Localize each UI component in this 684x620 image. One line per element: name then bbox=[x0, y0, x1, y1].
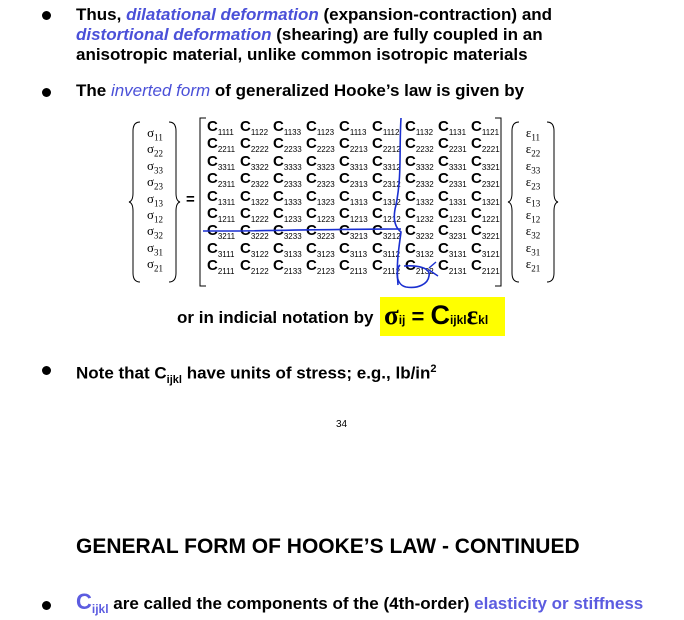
matrix-cell: $C_{1232}$ bbox=[405, 204, 434, 224]
matrix-cell: $C_{3321}$ bbox=[471, 152, 500, 172]
matrix-cell: $C_{2333}$ bbox=[273, 170, 302, 190]
matrix-cell: $C_{3213}$ bbox=[339, 222, 368, 242]
matrix-cell: $C_{1333}$ bbox=[273, 187, 302, 207]
strain-component: $\varepsilon_{12}$ bbox=[525, 206, 541, 225]
matrix-cell: $C_{3312}$ bbox=[372, 152, 401, 172]
matrix-cell: $C_{2232}$ bbox=[405, 135, 434, 155]
matrix-cell: $C_{3231}$ bbox=[438, 222, 467, 242]
matrix-cell: $C_{3331}$ bbox=[438, 152, 467, 172]
strain-component: $\varepsilon_{11}$ bbox=[525, 125, 541, 143]
matrix-cell: $C_{3313}$ bbox=[339, 152, 368, 172]
matrix-cell: $C_{2233}$ bbox=[273, 135, 302, 155]
matrix-cell: $C_{1231}$ bbox=[438, 204, 467, 224]
matrix-cell: $C_{2322}$ bbox=[240, 170, 269, 190]
stress-component: $\sigma_{21}$ bbox=[146, 256, 163, 274]
matrix-cell: $C_{2122}$ bbox=[240, 257, 269, 277]
matrix-cell: $C_{2231}$ bbox=[438, 135, 467, 155]
matrix-cell: $C_{2321}$ bbox=[471, 170, 500, 190]
stress-component: $\sigma_{12}$ bbox=[146, 206, 163, 225]
indicial-equation: σij = Cijklεkl bbox=[384, 300, 489, 330]
strain-component: $\varepsilon_{33}$ bbox=[525, 157, 541, 176]
matrix-cell: $C_{1223}$ bbox=[306, 204, 335, 224]
matrix-cell: $C_{1321}$ bbox=[471, 187, 500, 207]
matrix-cell: $C_{3133}$ bbox=[273, 239, 302, 259]
bullet-dot bbox=[42, 366, 51, 375]
equals-sign: = bbox=[186, 191, 195, 208]
matrix-cell: $C_{3221}$ bbox=[471, 222, 500, 242]
matrix-cell: $C_{2133}$ bbox=[273, 257, 302, 277]
strain-component: $\varepsilon_{23}$ bbox=[525, 174, 541, 192]
strain-component: $\varepsilon_{21}$ bbox=[525, 256, 541, 274]
matrix-cell: $C_{2331}$ bbox=[438, 170, 467, 190]
bullet1-line1: Thus, dilatational deformation (expansion-contraction) and bbox=[76, 5, 553, 24]
matrix-cell: $C_{3122}$ bbox=[240, 239, 269, 259]
matrix-cell: $C_{2113}$ bbox=[339, 257, 368, 277]
matrix-cell: $C_{3233}$ bbox=[273, 222, 302, 242]
stress-component: $\sigma_{31}$ bbox=[146, 239, 163, 258]
matrix-cell: $C_{3121}$ bbox=[471, 239, 500, 259]
matrix-cell: $C_{2323}$ bbox=[306, 170, 335, 190]
matrix-cell: $C_{3322}$ bbox=[240, 152, 269, 172]
strain-component: $\varepsilon_{22}$ bbox=[525, 141, 541, 159]
matrix-cell: $C_{1111}$ bbox=[207, 118, 234, 137]
matrix-cell: $C_{1311}$ bbox=[207, 187, 236, 207]
matrix-cell: $C_{3222}$ bbox=[240, 222, 269, 242]
matrix-cell: $C_{2223}$ bbox=[306, 135, 335, 155]
matrix-cell: $C_{1131}$ bbox=[438, 118, 467, 137]
matrix-cell: $C_{3113}$ bbox=[339, 239, 368, 259]
term-inverted-form: inverted form bbox=[110, 81, 211, 100]
matrix-cell: $C_{2221}$ bbox=[471, 135, 500, 155]
matrix-cell: $C_{3332}$ bbox=[405, 152, 434, 172]
strain-component: $\varepsilon_{32}$ bbox=[525, 223, 541, 241]
matrix-cell: $C_{1312}$ bbox=[372, 187, 401, 207]
page-number: 34 bbox=[336, 419, 348, 430]
matrix-cell: $C_{2311}$ bbox=[207, 170, 236, 190]
matrix-cell: $C_{1233}$ bbox=[273, 204, 302, 224]
matrix-cell: $C_{1211}$ bbox=[207, 204, 236, 224]
stress-component: $\sigma_{32}$ bbox=[146, 223, 163, 241]
matrix-cell: $C_{2213}$ bbox=[339, 135, 368, 155]
strain-component: $\varepsilon_{31}$ bbox=[525, 239, 541, 258]
matrix-cell: $C_{2132}$ bbox=[405, 257, 434, 277]
matrix-cell: $C_{3223}$ bbox=[306, 222, 335, 242]
matrix-cell: $C_{2121}$ bbox=[471, 257, 500, 277]
matrix-cell: $C_{3212}$ bbox=[372, 222, 401, 242]
indicial-label: or in indicial notation by bbox=[177, 308, 374, 327]
matrix-cell: $C_{3211}$ bbox=[207, 222, 236, 242]
matrix-cell: $C_{1222}$ bbox=[240, 204, 269, 224]
bullet2-text: The inverted form of generalized Hooke’s law is given by bbox=[76, 81, 525, 100]
bullet1-line3: anisotropic material, unlike common isotropic materials bbox=[76, 45, 528, 64]
matrix-cell: $C_{1322}$ bbox=[240, 187, 269, 207]
stress-component: $\sigma_{22}$ bbox=[146, 141, 163, 159]
matrix-cell: $C_{2212}$ bbox=[372, 135, 401, 155]
bullet3-text: Note that $C_{ijkl}$ have units of stress; e.g., $lb/in^2$ bbox=[76, 363, 437, 387]
matrix-cell: $C_{1112}$ bbox=[372, 118, 400, 137]
stress-component: $\sigma_{23}$ bbox=[146, 174, 163, 192]
bullet-dot bbox=[42, 601, 51, 610]
matrix-cell: $C_{1212}$ bbox=[372, 204, 401, 224]
bullet1-line2: distortional deformation (shearing) are fully coupled in an bbox=[76, 25, 543, 44]
matrix-cell: $C_{1332}$ bbox=[405, 187, 434, 207]
matrix-cell: $C_{1121}$ bbox=[471, 118, 500, 137]
matrix-cell: $C_{1123}$ bbox=[306, 118, 335, 137]
term-distortional: distortional deformation bbox=[76, 25, 272, 44]
matrix-cell: $C_{3123}$ bbox=[306, 239, 335, 259]
matrix-cell: $C_{3131}$ bbox=[438, 239, 467, 259]
matrix-cell: $C_{1323}$ bbox=[306, 187, 335, 207]
matrix-cell: $C_{3111}$ bbox=[207, 239, 235, 259]
stress-component: $\sigma_{33}$ bbox=[146, 157, 163, 176]
matrix-cell: $C_{1221}$ bbox=[471, 204, 500, 224]
matrix-cell: $C_{3132}$ bbox=[405, 239, 434, 259]
matrix-cell: $C_{1313}$ bbox=[339, 187, 368, 207]
matrix-cell: $C_{3323}$ bbox=[306, 152, 335, 172]
matrix-cell: $C_{1122}$ bbox=[240, 118, 269, 137]
matrix-cell: $C_{3333}$ bbox=[273, 152, 302, 172]
bullet4-text: $C_{ijkl}$ are called the components of the (4th-order) elasticity or stiffness bbox=[76, 589, 644, 617]
matrix-cell: $C_{2111}$ bbox=[207, 257, 235, 277]
matrix-cell: $C_{1113}$ bbox=[339, 118, 367, 137]
matrix-cell: $C_{3311}$ bbox=[207, 152, 236, 172]
matrix-cell: $C_{3232}$ bbox=[405, 222, 434, 242]
matrix-cell: $C_{2332}$ bbox=[405, 170, 434, 190]
matrix-cell: $C_{2211}$ bbox=[207, 135, 236, 155]
slide-heading: GENERAL FORM OF HOOKE’S LAW - CONTINUED bbox=[76, 535, 580, 558]
matrix-cell: $C_{2123}$ bbox=[306, 257, 335, 277]
matrix-cell: $C_{2222}$ bbox=[240, 135, 269, 155]
matrix-cell: $C_{2313}$ bbox=[339, 170, 368, 190]
stress-component: $\sigma_{13}$ bbox=[146, 190, 163, 209]
matrix-cell: $C_{1213}$ bbox=[339, 204, 368, 224]
matrix-cell: $C_{3112}$ bbox=[372, 239, 401, 259]
strain-component: $\varepsilon_{13}$ bbox=[525, 190, 541, 209]
matrix-cell: $C_{1331}$ bbox=[438, 187, 467, 207]
matrix-cell: $C_{2312}$ bbox=[372, 170, 401, 190]
matrix-cell: $C_{2131}$ bbox=[438, 257, 467, 277]
term-dilatational: dilatational deformation bbox=[126, 5, 319, 24]
matrix-cell: $C_{1132}$ bbox=[405, 118, 434, 137]
stress-component: $\sigma_{11}$ bbox=[147, 125, 163, 143]
matrix-cell: $C_{1133}$ bbox=[273, 118, 302, 137]
matrix-cell: $C_{2112}$ bbox=[372, 257, 401, 277]
